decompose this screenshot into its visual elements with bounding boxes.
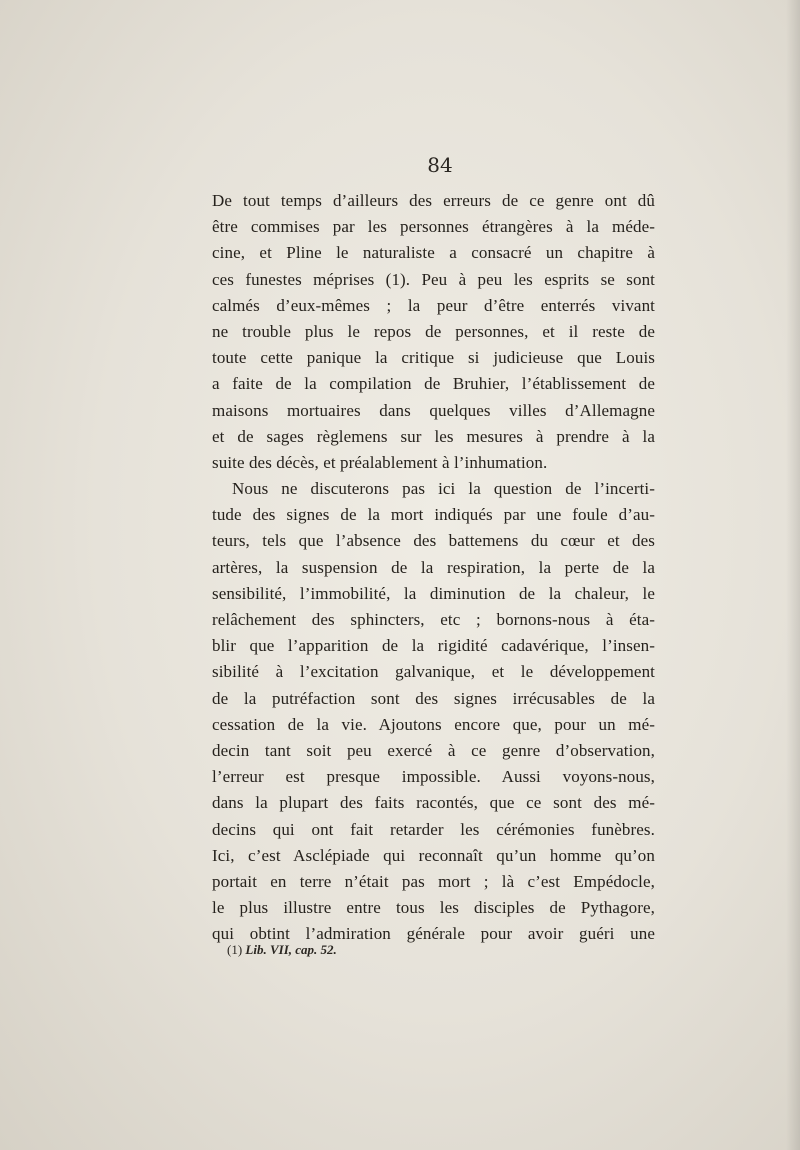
text-line: teurs, tels que l’absence des battemens du cœur et des	[212, 531, 655, 551]
text-line: sibilité à l’excitation galvanique, et le développement	[212, 662, 655, 682]
text-line: decins qui ont fait retarder les cérémonies funèbres.	[212, 819, 655, 839]
text-line: relâchement des sphincters, etc ; bornons-nous à éta-	[212, 610, 655, 629]
text-line: toute cette panique la critique si judicieuse que Louis	[212, 348, 655, 368]
text-line: a faite de la compilation de Bruhier, l’établissement de	[212, 374, 655, 394]
footnote-reference: Lib. VII, cap. 52.	[245, 942, 337, 957]
text-line: Ici, c’est Asclépiade qui reconnaît qu’un homme qu’on	[212, 845, 655, 865]
text-line: decin tant soit peu exercé à ce genre d’observation,	[212, 740, 655, 760]
text-line: qui obtint l’admiration générale pour avoir guéri une	[212, 924, 655, 944]
text-line: ces funestes méprises (1). Peu à peu les esprits se sont	[212, 269, 655, 289]
footnote	[227, 942, 337, 958]
text-line: le plus illustre entre tous les disciples de Pythagore,	[212, 898, 655, 918]
text-line: De tout temps d’ailleurs des erreurs de ce genre ont dû	[212, 191, 655, 210]
text-line: artères, la suspension de la respiration, la perte de la	[212, 557, 655, 577]
text-line: calmés d’eux-mêmes ; la peur d’être enterrés vivant	[212, 295, 655, 315]
text-line: l’erreur est presque impossible. Aussi voyons-nous,	[212, 767, 655, 787]
text-line: tude des signes de la mort indiqués par une foule d’au-	[212, 505, 655, 525]
paragraph-start-line: Nous ne discuterons pas ici la question de l’incerti-	[232, 479, 655, 499]
paragraph-end-line: suite des décès, et préalablement à l’inhumation.	[212, 452, 548, 472]
text-line: cessation de la vie. Ajoutons encore que, pour un mé-	[212, 714, 655, 734]
text-line: dans la plupart des faits racontés, que ce sont des mé-	[212, 793, 655, 813]
body-text	[212, 188, 655, 947]
text-line: sensibilité, l’immobilité, la diminution de la chaleur, le	[212, 583, 655, 603]
text-line: et de sages règlemens sur les mesures à prendre à la	[212, 426, 655, 446]
text-line: portait en terre n’était pas mort ; là c’est Empédocle,	[212, 871, 655, 891]
text-line: de la putréfaction sont des signes irrécusables de la	[212, 688, 655, 708]
text-line: être commises par les personnes étrangères à la méde-	[212, 217, 655, 237]
text-line: cine, et Pline le naturaliste a consacré un chapitre à	[212, 243, 655, 263]
page-number: 84	[427, 153, 453, 177]
text-line: ne trouble plus le repos de personnes, et il reste de	[212, 321, 655, 341]
text-line: blir que l’apparition de la rigidité cadavérique, l’insen-	[212, 636, 655, 656]
footnote-marker: (1)	[227, 942, 243, 957]
text-line: maisons mortuaires dans quelques villes d’Allemagne	[212, 400, 655, 420]
